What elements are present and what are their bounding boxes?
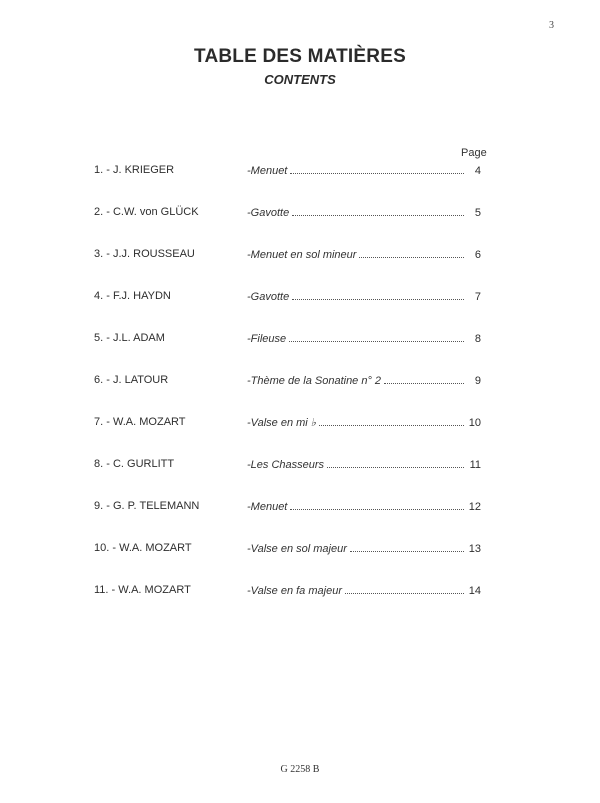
toc-index: 2.: [94, 206, 104, 218]
toc-entry: [0, 290, 600, 308]
toc-work-title: Valse en fa majeur: [250, 585, 342, 597]
toc-work-title: Thème de la Sonatine n° 2: [250, 375, 382, 387]
toc-separator: -: [103, 248, 113, 260]
toc-page-number: 4: [474, 165, 481, 177]
toc-entry: [0, 584, 600, 602]
dot-leader: [327, 458, 464, 468]
toc-separator: -: [109, 542, 120, 554]
toc-entry: [0, 164, 600, 182]
toc-index: 11.: [94, 584, 109, 596]
toc-entry: [0, 332, 600, 350]
toc-work: [247, 332, 481, 345]
toc-index: 6.: [94, 374, 104, 386]
toc-composer-name: J.J. ROUSSEAU: [112, 248, 195, 260]
toc-page-number: 6: [474, 249, 481, 261]
toc-work-title: Fileuse: [250, 333, 287, 345]
toc-index: 8.: [94, 458, 104, 470]
page-subtitle: CONTENTS: [264, 72, 336, 87]
dot-leader: [345, 584, 464, 594]
toc-composer-name: W.A. MOZART: [112, 416, 186, 428]
toc-work: [247, 374, 481, 387]
toc-work: [247, 500, 481, 513]
toc-page-number: 13: [468, 543, 481, 555]
toc-work: [247, 584, 481, 597]
toc-entry: [0, 458, 600, 476]
toc-separator: -: [103, 206, 113, 218]
toc-work-dash: -: [247, 291, 251, 303]
dot-leader: [289, 332, 464, 342]
toc-page-number: 8: [474, 333, 481, 345]
toc-index: 5.: [94, 332, 104, 344]
toc-composer: [94, 164, 174, 176]
toc-work-title: Gavotte: [250, 207, 290, 219]
toc-work-dash: -: [247, 459, 251, 471]
toc-composer: [94, 584, 191, 596]
toc-composer-name: J.L. ADAM: [112, 332, 165, 344]
toc-composer-name: W.A. MOZART: [119, 542, 192, 554]
toc-page-number: 5: [474, 207, 481, 219]
toc-index: 1.: [94, 164, 104, 176]
toc-entry: [0, 416, 600, 434]
toc-composer: [94, 332, 165, 344]
toc-entry: [0, 248, 600, 266]
toc-composer: [94, 500, 199, 512]
toc-entry: [0, 374, 600, 392]
toc-separator: -: [103, 290, 113, 302]
toc-work-title: Gavotte: [250, 291, 290, 303]
toc-separator: -: [103, 164, 113, 176]
toc-work-title: Menuet: [250, 501, 288, 513]
toc-work: [247, 248, 481, 261]
toc-work-dash: -: [247, 249, 251, 261]
toc-composer: [94, 542, 192, 554]
toc-work-title: Menuet: [250, 165, 288, 177]
dot-leader: [319, 416, 464, 426]
toc-composer: [94, 374, 168, 386]
toc-page-number: 9: [474, 375, 481, 387]
toc-work-dash: -: [247, 543, 251, 555]
toc-work-dash: -: [247, 375, 251, 387]
dot-leader: [292, 290, 464, 300]
page-title: TABLE DES MATIÈRES: [194, 46, 406, 67]
toc-work: [247, 206, 481, 219]
toc-separator: -: [103, 416, 113, 428]
toc-composer-name: J. LATOUR: [112, 374, 169, 386]
toc-separator: -: [103, 500, 113, 512]
toc-composer: [94, 458, 174, 470]
toc-index: 9.: [94, 500, 104, 512]
toc-work-title: Valse en mi ♭: [250, 417, 316, 429]
toc-page-number: 14: [468, 585, 481, 597]
toc-index: 3.: [94, 248, 104, 260]
toc-work-dash: -: [247, 207, 251, 219]
toc-composer-name: J. KRIEGER: [112, 164, 175, 176]
dot-leader: [384, 374, 464, 384]
toc-composer-name: G. P. TELEMANN: [112, 500, 200, 512]
toc-composer-name: C. GURLITT: [112, 458, 175, 470]
toc-work-dash: -: [247, 333, 251, 345]
toc-composer: [94, 290, 171, 302]
toc-index: 7.: [94, 416, 104, 428]
toc-page-number: 7: [474, 291, 481, 303]
toc-page-number: 11: [469, 459, 481, 471]
page-number: 3: [549, 20, 554, 31]
toc-separator: -: [103, 458, 113, 470]
toc-composer: [94, 248, 195, 260]
toc-work-dash: -: [247, 165, 251, 177]
toc-entry: [0, 542, 600, 560]
toc-work: [247, 458, 481, 471]
toc-separator: -: [103, 374, 113, 386]
toc-work-title: Les Chasseurs: [250, 459, 325, 471]
dot-leader: [290, 164, 464, 174]
toc-separator: -: [103, 332, 113, 344]
toc-work: [247, 542, 481, 555]
toc-work-dash: -: [247, 417, 251, 429]
toc-entry: [0, 500, 600, 518]
toc-work: [247, 416, 481, 429]
toc-work-dash: -: [247, 585, 251, 597]
toc-work: [247, 164, 481, 177]
dot-leader: [359, 248, 464, 258]
toc-index: 4.: [94, 290, 104, 302]
toc-composer-name: C.W. von GLÜCK: [112, 206, 199, 218]
toc-work-title: Menuet en sol mineur: [250, 249, 357, 261]
toc-page-number: 12: [468, 501, 481, 513]
toc-index: 10.: [94, 542, 110, 554]
toc-composer: [94, 206, 199, 218]
dot-leader: [292, 206, 464, 216]
footer-catalog-code: G 2258 B: [280, 764, 320, 775]
toc-separator: -: [108, 584, 119, 596]
dot-leader: [350, 542, 464, 552]
toc-composer-name: W.A. MOZART: [118, 584, 191, 596]
toc-work: [247, 290, 481, 303]
toc-work-title: Valse en sol majeur: [250, 543, 347, 555]
toc-work-dash: -: [247, 501, 251, 513]
toc-entry: [0, 206, 600, 224]
page-column-header: Page: [461, 147, 487, 159]
dot-leader: [290, 500, 464, 510]
toc-page-number: 10: [468, 417, 481, 429]
toc-composer-name: F.J. HAYDN: [112, 290, 171, 302]
toc-composer: [94, 416, 186, 428]
